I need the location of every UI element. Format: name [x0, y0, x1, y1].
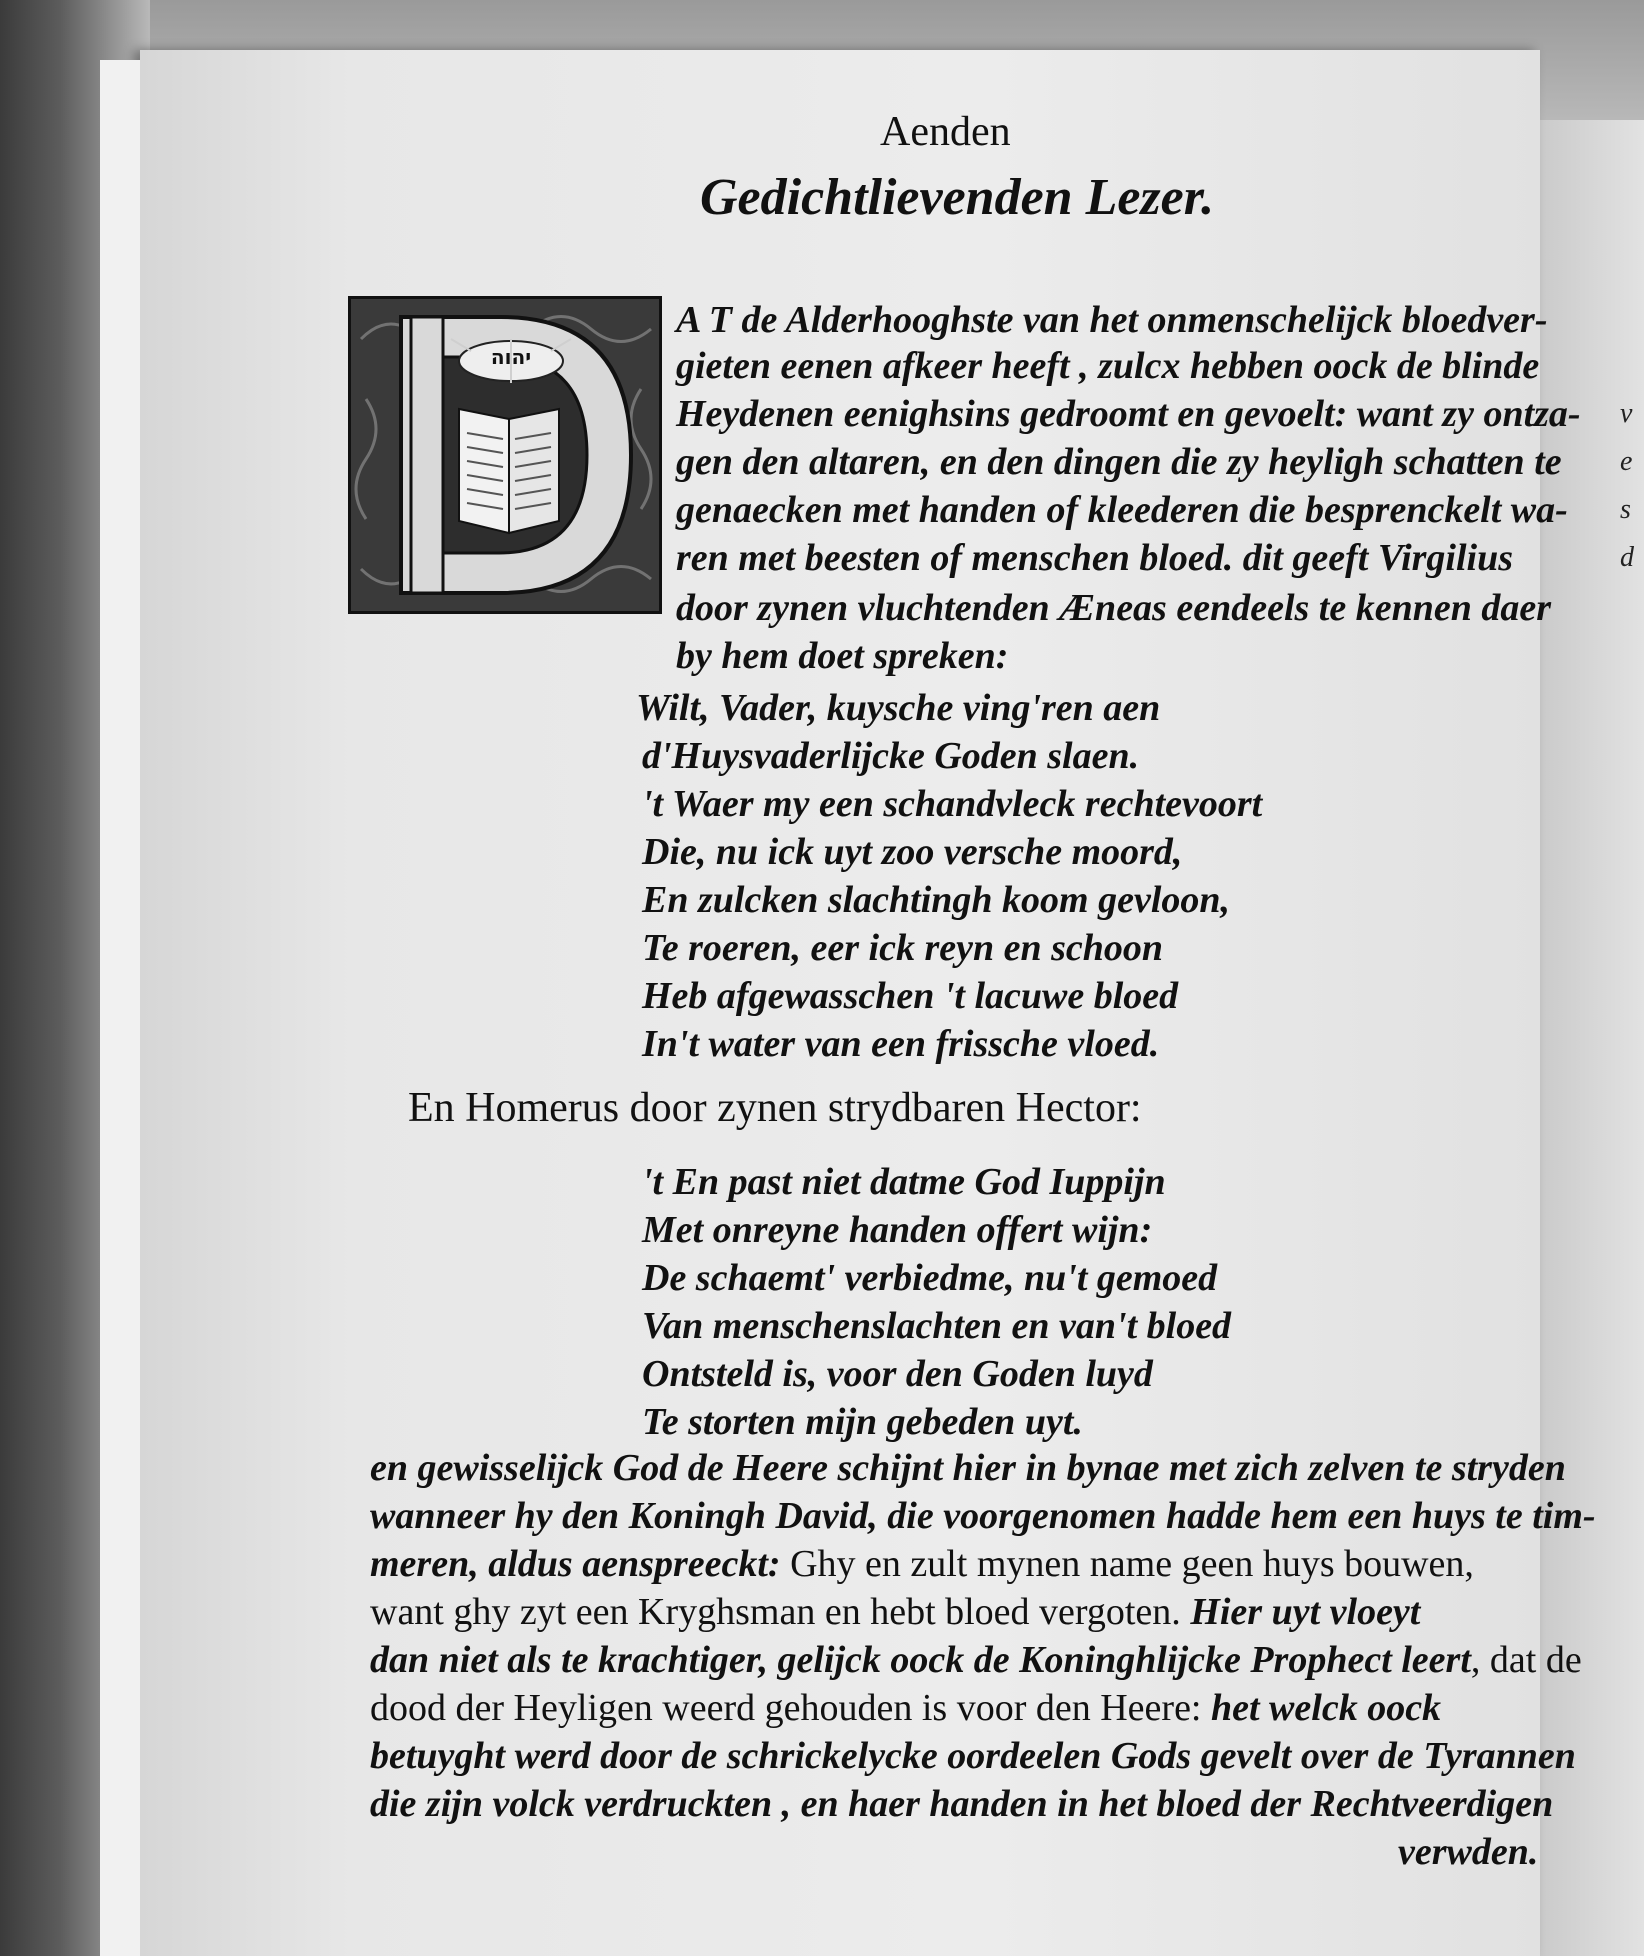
paragraph2-line-1: en gewisselijck God de Heere schijnt hier in bynae met zich zelven te stryden	[370, 1447, 1566, 1489]
paragraph1-line-4: gen den altaren, en den dingen die zy heyligh schatten te	[676, 441, 1562, 483]
verse1-line-6: Te roeren, eer ick reyn en schoon	[642, 927, 1164, 969]
verse1-line-5: En zulcken slachtingh koom gevloon,	[642, 879, 1231, 921]
verse2-line-4: Van menschenslachten en van't bloed	[642, 1305, 1232, 1347]
next-page-glyphs: v e s d	[1620, 398, 1634, 573]
paragraph1-line-3: Heydenen eenighsins gedroomt en gevoelt: want zy ontza-	[676, 393, 1581, 435]
verse2-line-6: Te storten mijn gebeden uyt.	[642, 1401, 1083, 1443]
hebrew-inscription: יהוה	[490, 345, 532, 369]
verse2-line-5: Ontsteld is, voor den Goden luyd	[642, 1353, 1153, 1395]
paragraph2-line-9: verwden.	[1398, 1831, 1539, 1873]
paragraph1-line-6: ren met beesten of menschen bloed. dit geeft Virgilius	[676, 537, 1514, 579]
paragraph2-line-8: die zijn volck verdruckten , en haer handen in het bloed der Rechtveerdigen	[370, 1783, 1554, 1825]
paragraph1-line-2: gieten eenen afkeer heeft , zulcx hebben oock de blinde	[676, 345, 1540, 387]
paragraph2-line-2: wanneer hy den Koningh David, die voorgenomen hadde hem een huys te tim-	[370, 1495, 1596, 1537]
paragraph2-line-3: meren, aldus aenspreeckt: Ghy en zult mynen name geen huys bouwen,	[370, 1543, 1474, 1585]
paragraph1-line-7: door zynen vluchtenden Æneas eendeels te kennen daer	[676, 587, 1552, 629]
verse1-line-4: Die, nu ick uyt zoo versche moord,	[642, 831, 1183, 873]
verse1-line-1: Wilt, Vader, kuysche ving'ren aen	[636, 687, 1161, 729]
drop-cap-letter	[351, 299, 352, 300]
verse1-line-7: Heb afgewasschen 't lacuwe bloed	[642, 975, 1179, 1017]
verse2-line-1: 't En past niet datme God Iuppijn	[642, 1161, 1166, 1203]
paragraph2-line-5: dan niet als te krachtiger, gelijck oock de Koninghlijcke Prophect leert, dat de	[370, 1639, 1582, 1681]
header-title-line1: Aenden	[880, 109, 1011, 155]
paragraph2-line-7: betuyght werd door de schrickelycke oordeelen Gods gevelt over de Tyrannen	[370, 1735, 1576, 1777]
verse2-line-3: De schaemt' verbiedme, nu't gemoed	[642, 1257, 1218, 1299]
paragraph2-line-4: want ghy zyt een Kryghsman en hebt bloed vergoten. Hier uyt vloeyt	[370, 1591, 1421, 1633]
paragraph1-line-1: A T de Alderhooghste van het onmenschelijck bloedver-	[676, 299, 1548, 341]
header-title-line2: Gedichtlievenden Lezer.	[700, 169, 1215, 226]
paragraph2-line-6: dood der Heyligen weerd gehouden is voor den Heere: het welck oock	[370, 1687, 1442, 1729]
verse2-line-2: Met onreyne handen offert wijn:	[642, 1209, 1153, 1251]
homerus-caption: En Homerus door zynen strydbaren Hector:	[408, 1085, 1142, 1131]
decorated-initial	[348, 296, 662, 614]
verse1-line-8: In't water van een frissche vloed.	[642, 1023, 1160, 1065]
page-fore-edge	[100, 60, 140, 1956]
paragraph1-line-5: genaecken met handen of kleederen die besprenckelt wa-	[676, 489, 1568, 531]
verse1-line-2: d'Huysvaderlijcke Goden slaen.	[642, 735, 1140, 777]
paragraph1-line-8: by hem doet spreken:	[676, 635, 1009, 677]
verse1-line-3: 't Waer my een schandvleck rechtevoort	[642, 783, 1263, 825]
